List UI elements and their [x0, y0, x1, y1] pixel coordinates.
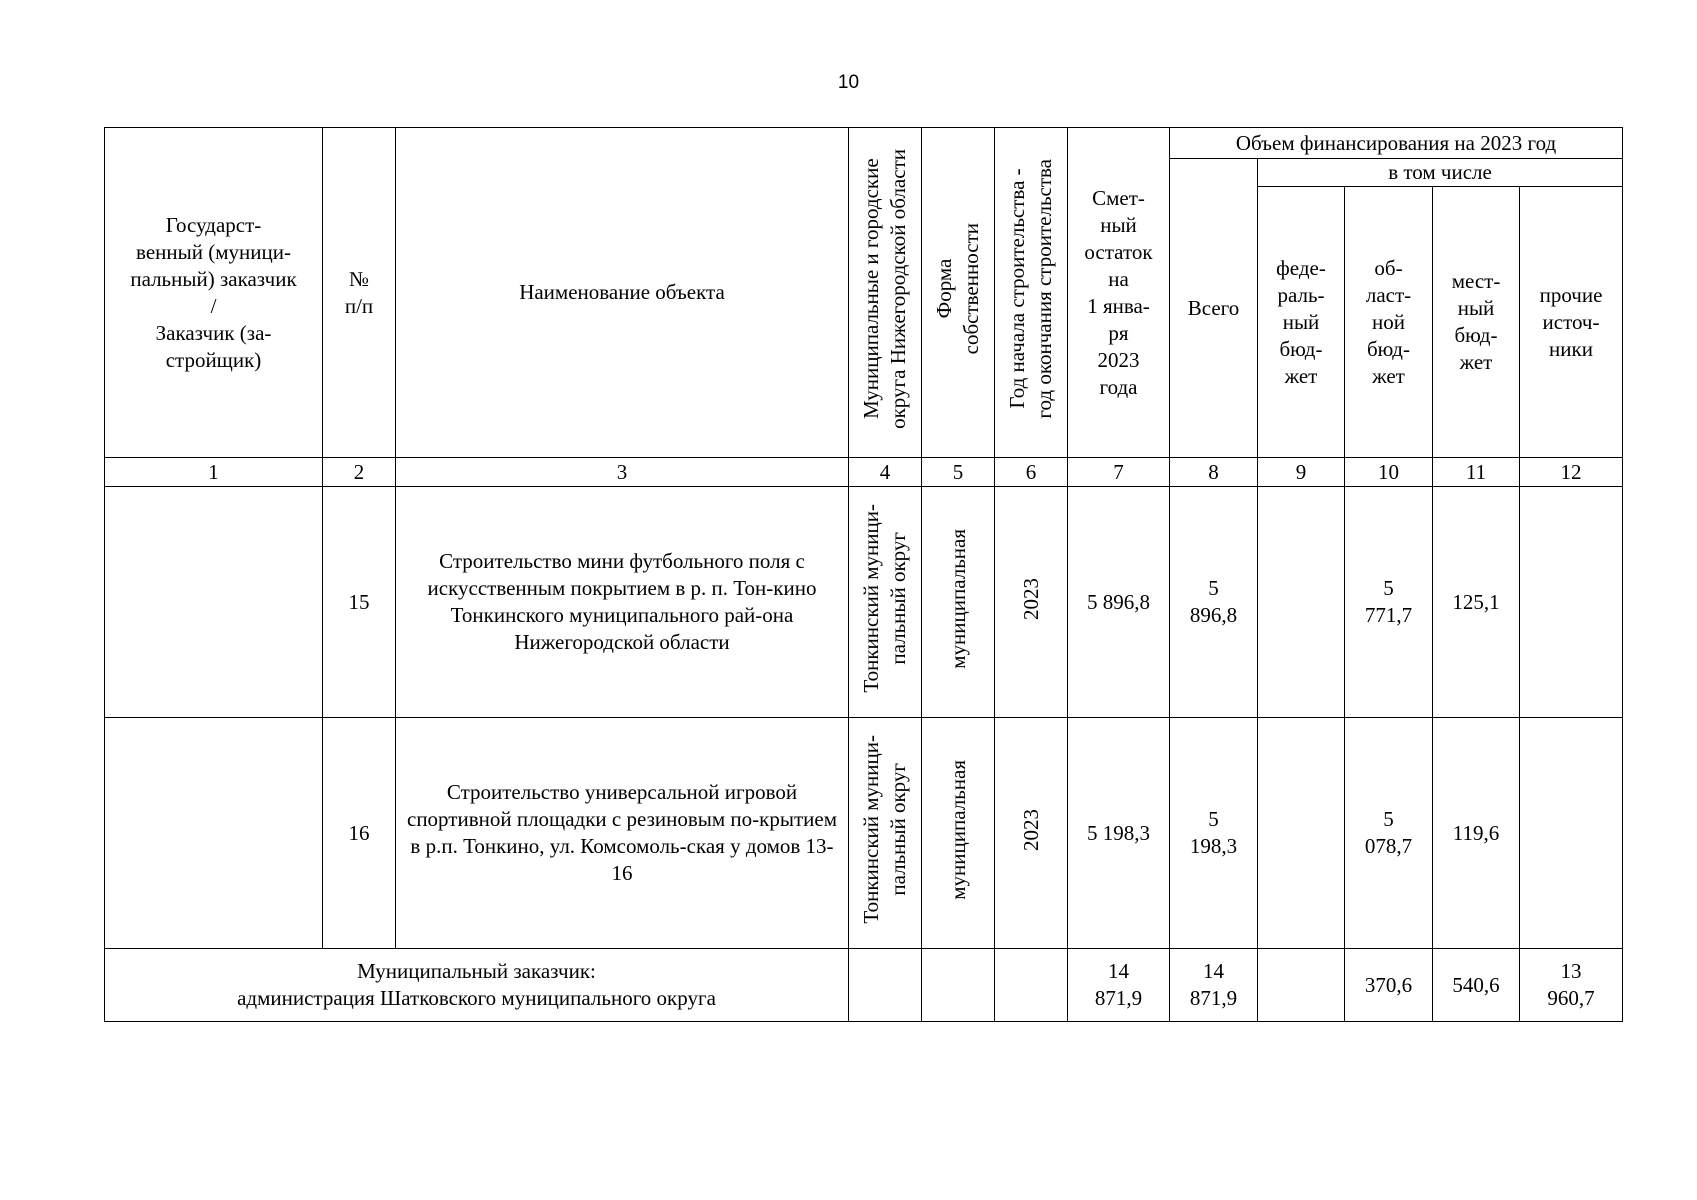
- summary-local: 540,6: [1433, 949, 1520, 1022]
- row-district-text: Тонкинский муници- пальный округ: [859, 504, 910, 693]
- column-number: 10: [1345, 458, 1433, 487]
- row-district: [849, 718, 922, 949]
- row-total: 5 198,3: [1170, 718, 1258, 949]
- header-districts-text: Муниципальные и городские округа Нижегородской области: [859, 149, 910, 429]
- row-ownership: [922, 487, 995, 718]
- row-district-text: Тонкинский муници- пальный округ: [859, 735, 910, 924]
- header-federal: феде- раль- ный бюд- жет: [1258, 187, 1345, 458]
- row-ownership-text: муниципальная: [945, 759, 970, 900]
- header-districts: [849, 128, 922, 458]
- header-including: в том числе: [1258, 159, 1623, 187]
- column-numbers-row: [105, 458, 1623, 487]
- table-row: [105, 487, 1623, 718]
- summary-total: 14 871,9: [1170, 949, 1258, 1022]
- header-funding-title: Объем финансирования на 2023 год: [1170, 128, 1623, 159]
- row-federal: [1258, 487, 1345, 718]
- header-regional: об- ласт- ной бюд- жет: [1345, 187, 1433, 458]
- row-other: [1520, 487, 1623, 718]
- header-years-text: Год начала строительства - год окончания строительства: [1005, 159, 1056, 419]
- column-number: 2: [323, 458, 396, 487]
- row-object-name: Строительство мини футбольного поля с искусственным покрытием в р. п. Тон-кино Тонкинского муниципального рай-она Нижегородской области: [396, 487, 849, 718]
- summary-remaining: 14 871,9: [1068, 949, 1170, 1022]
- row-other: [1520, 718, 1623, 949]
- row-object-name: Строительство универсальной игровой спортивной площадки с резиновым по-крытием в р.п. Тонкино, ул. Комсомоль-ская у домов 13-16: [396, 718, 849, 949]
- row-customer: [105, 487, 323, 718]
- header-local: мест- ный бюд- жет: [1433, 187, 1520, 458]
- row-years: [995, 487, 1068, 718]
- row-years-text: 2023: [1018, 577, 1043, 620]
- column-number: 6: [995, 458, 1068, 487]
- header-ownership: [922, 128, 995, 458]
- column-number: 4: [849, 458, 922, 487]
- summary-district: [849, 949, 922, 1022]
- row-years: [995, 718, 1068, 949]
- row-federal: [1258, 718, 1345, 949]
- row-regional: 5 771,7: [1345, 487, 1433, 718]
- column-number: 1: [105, 458, 323, 487]
- column-number: 5: [922, 458, 995, 487]
- row-district: [849, 487, 922, 718]
- row-customer: [105, 718, 323, 949]
- header-total: Всего: [1170, 159, 1258, 458]
- summary-label: Муниципальный заказчик: администрация Шатковского муниципального округа: [105, 949, 849, 1022]
- header-other: прочие источ- ники: [1520, 187, 1623, 458]
- column-number: 12: [1520, 458, 1623, 487]
- summary-row: [105, 949, 1623, 1022]
- header-remaining: Смет- ный остаток на 1 янва- ря 2023 года: [1068, 128, 1170, 458]
- row-number: 16: [323, 718, 396, 949]
- column-number: 7: [1068, 458, 1170, 487]
- column-number: 3: [396, 458, 849, 487]
- page-number: 10: [837, 72, 860, 93]
- row-local: 119,6: [1433, 718, 1520, 949]
- header-row-1: [105, 128, 1623, 159]
- column-number: 9: [1258, 458, 1345, 487]
- row-local: 125,1: [1433, 487, 1520, 718]
- summary-years: [995, 949, 1068, 1022]
- row-ownership-text: муниципальная: [945, 528, 970, 669]
- summary-other: 13 960,7: [1520, 949, 1623, 1022]
- summary-regional: 370,6: [1345, 949, 1433, 1022]
- row-years-text: 2023: [1018, 808, 1043, 851]
- header-customer: Государст- венный (муници- пальный) заказчик / Заказчик (за- стройщик): [105, 128, 323, 458]
- row-remaining: 5 896,8: [1068, 487, 1170, 718]
- header-years: [995, 128, 1068, 458]
- row-remaining: 5 198,3: [1068, 718, 1170, 949]
- table-row: [105, 718, 1623, 949]
- header-ownership-text: Форма собственности: [932, 223, 983, 355]
- header-number: № п/п: [323, 128, 396, 458]
- summary-federal: [1258, 949, 1345, 1022]
- summary-ownership: [922, 949, 995, 1022]
- row-number: 15: [323, 487, 396, 718]
- row-regional: 5 078,7: [1345, 718, 1433, 949]
- row-ownership: [922, 718, 995, 949]
- column-number: 8: [1170, 458, 1258, 487]
- construction-table: [104, 127, 1623, 1022]
- column-number: 11: [1433, 458, 1520, 487]
- row-total: 5 896,8: [1170, 487, 1258, 718]
- header-object-name: Наименование объекта: [396, 128, 849, 458]
